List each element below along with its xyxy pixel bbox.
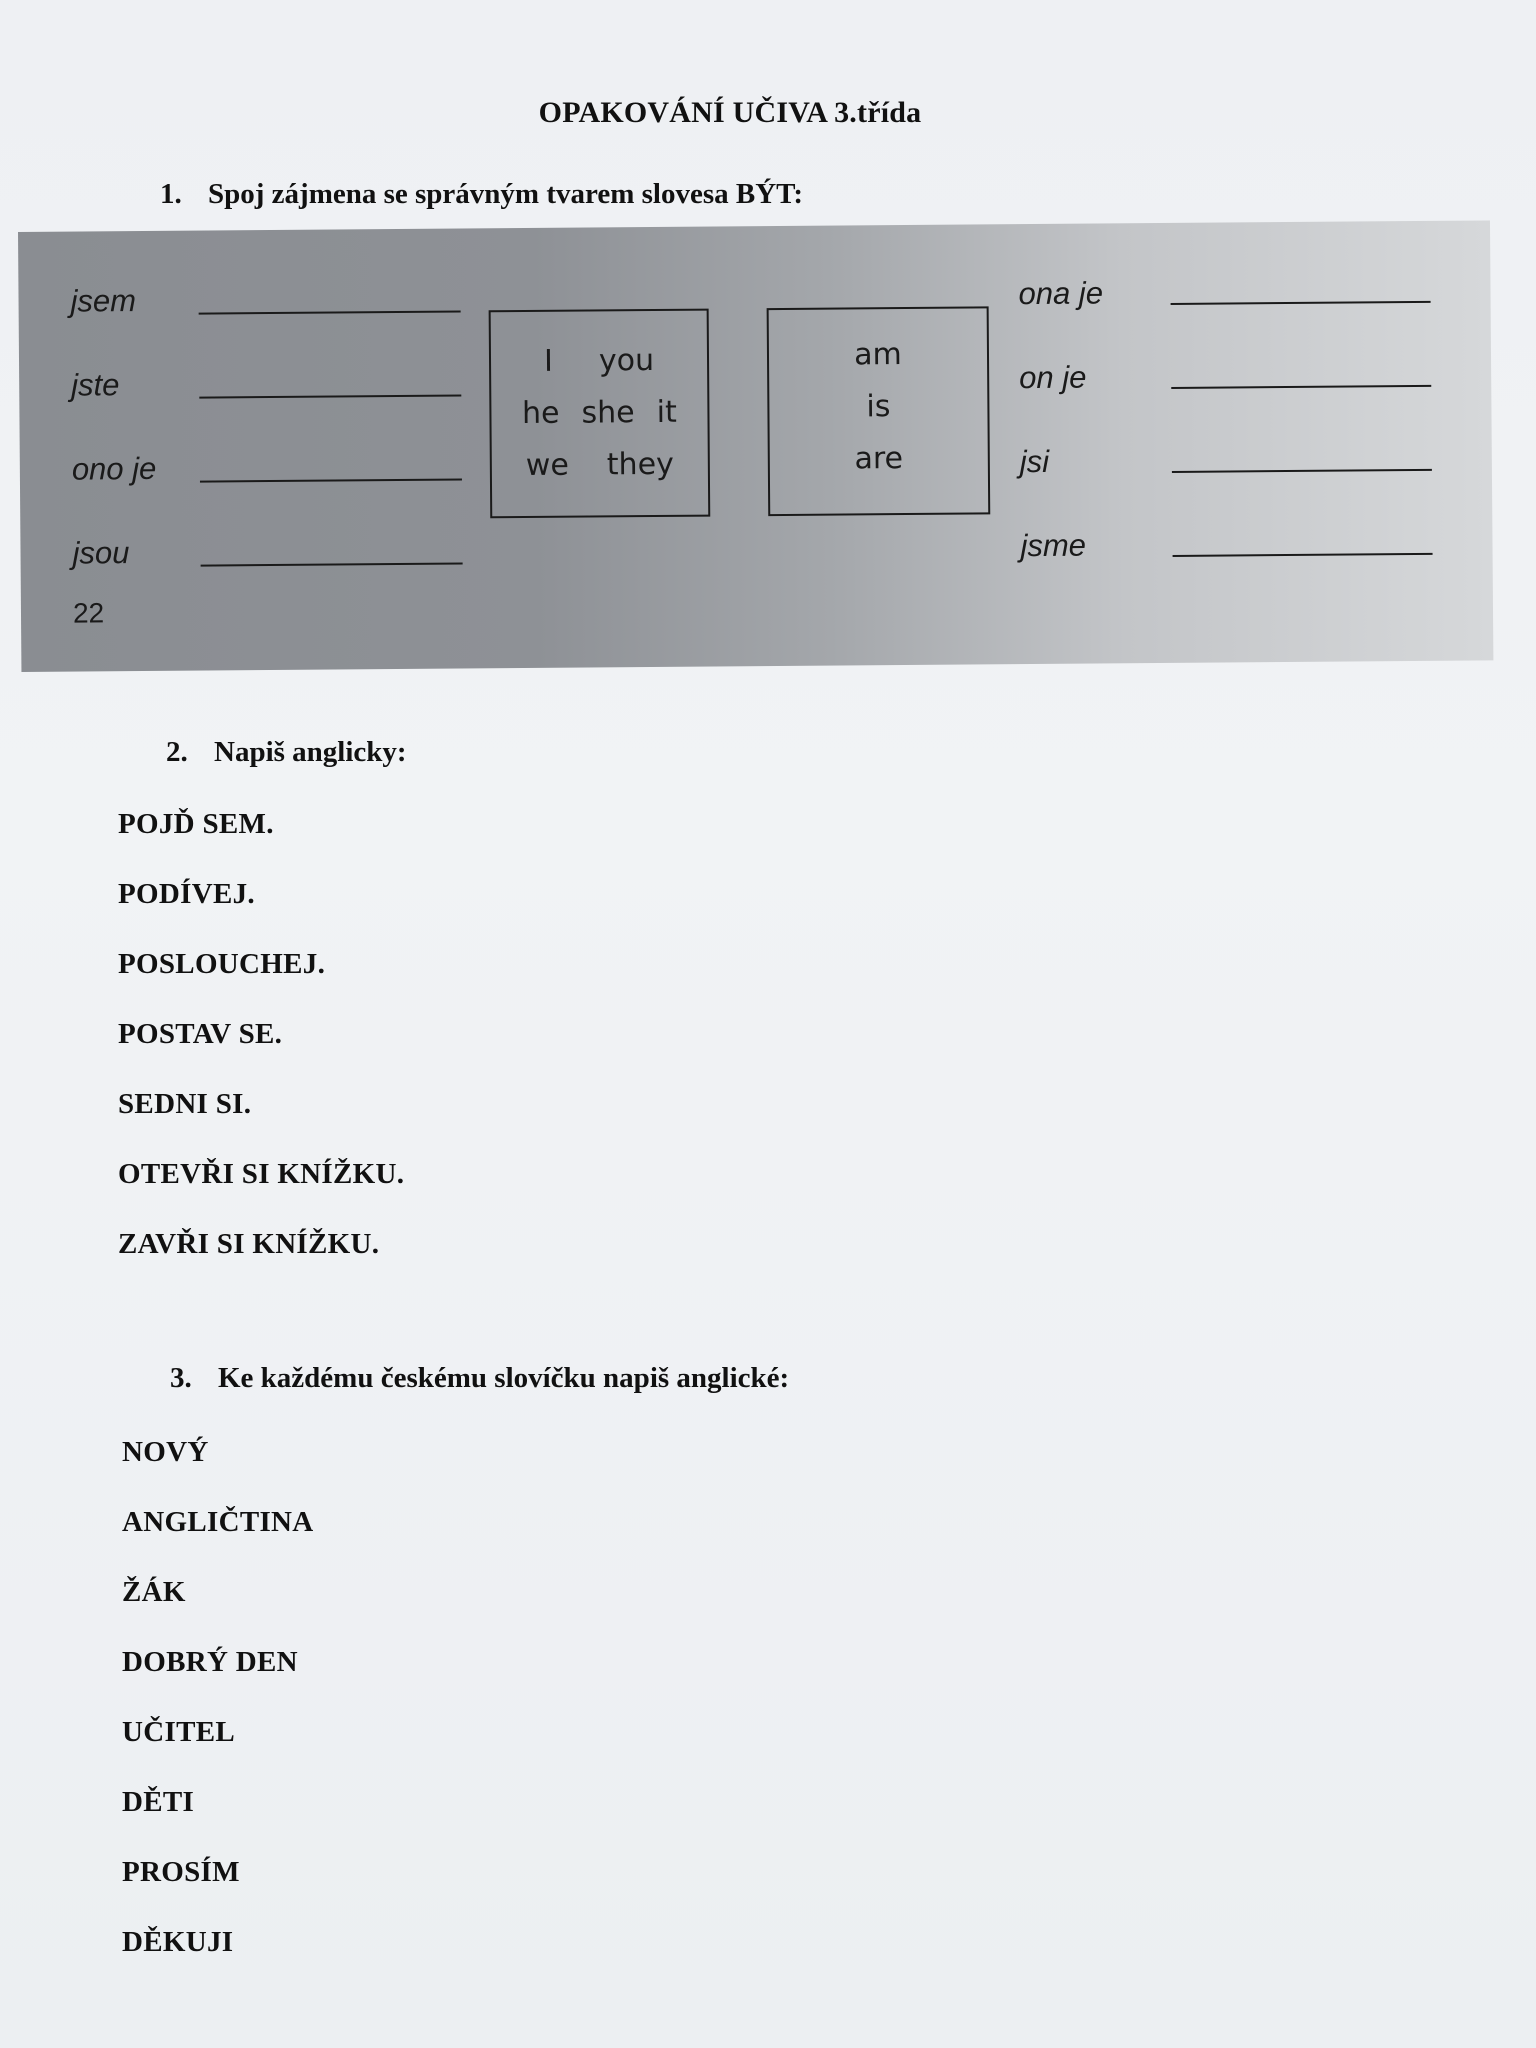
answer-line[interactable]	[201, 563, 463, 567]
vocab-item: DĚKUJI	[122, 1926, 234, 1958]
left-word: ono je	[71, 450, 157, 487]
pronoun: they	[606, 446, 674, 483]
right-word: jsme	[1020, 527, 1087, 564]
phrase-item: PODÍVEJ.	[118, 878, 255, 910]
exercise-2-number: 2.	[166, 736, 188, 768]
exercise-3-heading	[170, 1362, 789, 1395]
vocab-item: ŽÁK	[122, 1576, 186, 1608]
answer-line[interactable]	[200, 479, 462, 483]
answer-line[interactable]	[1172, 469, 1432, 473]
pronoun: we	[525, 447, 569, 484]
phrase-item: POJĎ SEM.	[118, 808, 274, 840]
left-word: jsem	[70, 283, 137, 319]
page-number: 22	[72, 597, 105, 629]
answer-line[interactable]	[1173, 553, 1433, 557]
left-word: jste	[71, 367, 120, 403]
phrase-item: POSTAV SE.	[118, 1018, 283, 1050]
pronoun-box	[489, 309, 711, 519]
pronoun: she	[581, 395, 635, 431]
vocab-item: UČITEL	[122, 1716, 235, 1748]
verb-form: is	[866, 389, 891, 425]
exercise-1-text: Spoj zájmena se správným tvarem slovesa BÝT:	[208, 178, 803, 210]
exercise-1-panel	[18, 220, 1493, 672]
answer-line[interactable]	[1171, 301, 1431, 305]
answer-line[interactable]	[1171, 385, 1431, 389]
exercise-3-number: 3.	[170, 1362, 192, 1394]
vocab-item: NOVÝ	[122, 1436, 209, 1468]
vocab-item: ANGLIČTINA	[122, 1506, 314, 1538]
pronoun: I	[543, 343, 554, 379]
answer-line[interactable]	[199, 311, 461, 315]
answer-line[interactable]	[199, 395, 461, 399]
page-title: OPAKOVÁNÍ UČIVA 3.třída	[538, 96, 922, 129]
exercise-3-text: Ke každému českému slovíčku napiš anglické:	[218, 1362, 790, 1394]
pronoun: it	[656, 394, 677, 430]
vocab-item: PROSÍM	[122, 1856, 240, 1888]
verb-form: are	[854, 441, 904, 477]
phrase-item: OTEVŘI SI KNÍŽKU.	[118, 1158, 405, 1190]
left-word: jsou	[72, 535, 130, 571]
verb-form: am	[854, 337, 902, 373]
vocab-item: DOBRÝ DEN	[122, 1646, 298, 1678]
right-word: ona je	[1018, 275, 1104, 312]
right-word: jsi	[1019, 443, 1050, 480]
exercise-1-number: 1.	[160, 178, 182, 210]
verb-box	[767, 306, 991, 516]
phrase-item: SEDNI SI.	[118, 1088, 252, 1120]
right-word: on je	[1019, 359, 1087, 396]
exercise-2-heading	[166, 736, 407, 769]
exercise-2-text: Napiš anglicky:	[214, 736, 407, 768]
exercise-1-heading	[160, 178, 803, 211]
pronoun: you	[598, 343, 655, 379]
vocab-item: DĚTI	[122, 1786, 195, 1818]
phrase-item: POSLOUCHEJ.	[118, 948, 326, 980]
pronoun: he	[521, 395, 560, 432]
phrase-item: ZAVŘI SI KNÍŽKU.	[118, 1228, 380, 1260]
